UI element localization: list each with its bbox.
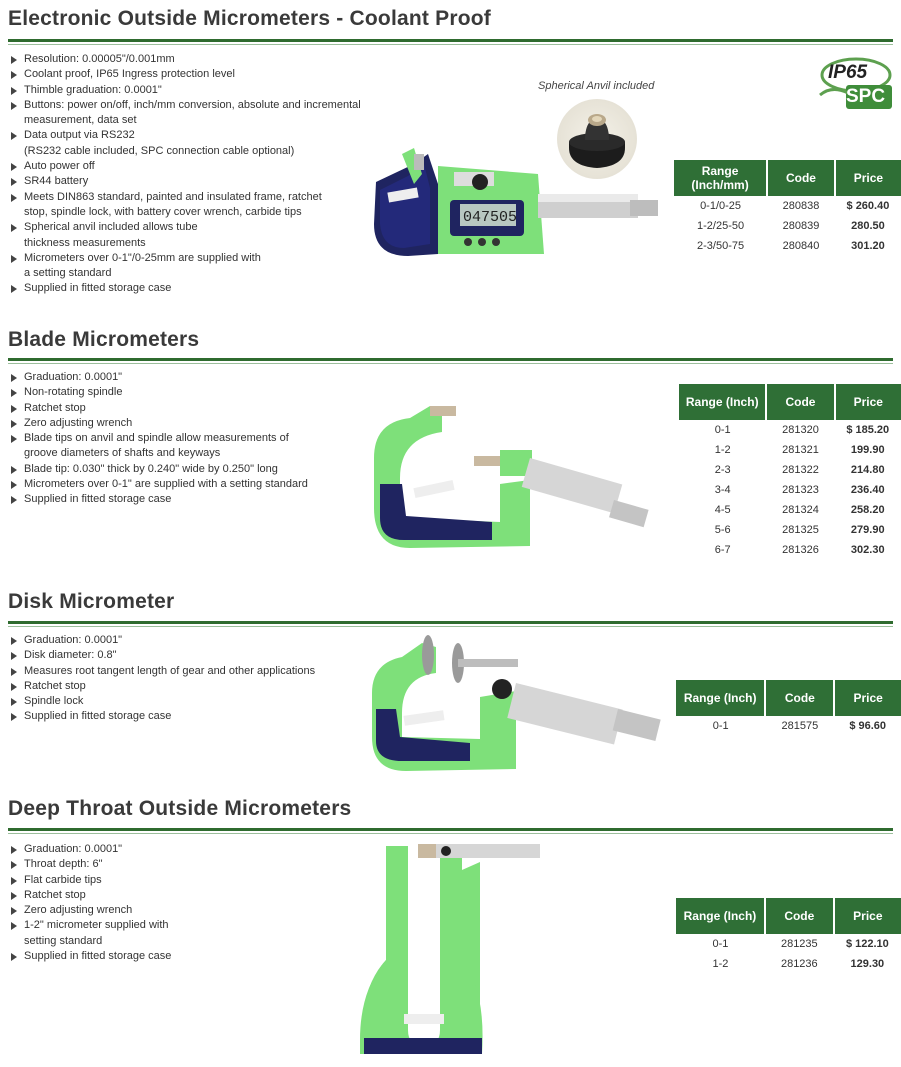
column-header: Range (Inch) (676, 898, 765, 934)
feature-list (8, 842, 171, 964)
price-cell: 301.20 (851, 240, 885, 252)
column-header: Price (834, 898, 901, 934)
feature-item: Zero adjusting wrench (8, 903, 171, 918)
column-header: Code (765, 898, 834, 934)
section-electronic-micrometers (0, 0, 901, 320)
table-row (674, 236, 901, 256)
table-row (676, 716, 901, 736)
feature-item: Measures root tangent length of gear and other applications (8, 664, 315, 679)
feature-item: Graduation: 0.0001" (8, 842, 171, 857)
column-header: Code (765, 680, 834, 716)
feature-item-line: Spherical anvil included allows tube (24, 221, 198, 234)
column-header: Range (Inch/mm) (674, 160, 767, 196)
feature-item: Supplied in fitted storage case (8, 492, 308, 507)
price-cell: 236.40 (850, 484, 885, 496)
feature-list (8, 633, 315, 725)
feature-item: Throat depth: 6" (8, 857, 171, 872)
section-title: Blade Micrometers (8, 328, 200, 351)
range-cell: 6-7 (714, 544, 731, 556)
feature-item (8, 98, 361, 129)
price-cell: 302.30 (850, 544, 885, 556)
section-divider (8, 828, 893, 831)
price-table (674, 160, 901, 256)
feature-item-line: Blade tips on anvil and spindle allow measurements of (24, 432, 289, 445)
code-cell: 281320 (782, 424, 819, 436)
spc-badge-text: SPC (846, 86, 886, 107)
column-header: Range (Inch) (676, 680, 765, 716)
feature-item (8, 918, 171, 949)
feature-item: Graduation: 0.0001" (8, 370, 308, 385)
range-cell: 2-3/50-75 (697, 240, 745, 252)
section-title: Deep Throat Outside Micrometers (8, 797, 352, 820)
code-cell: 280840 (782, 240, 820, 252)
feature-item-line: Data output via RS232 (24, 129, 135, 142)
column-header: Price (835, 160, 901, 196)
section-divider (8, 39, 893, 42)
table-row (676, 954, 901, 974)
table-row (679, 520, 901, 540)
deep-throat-micrometer-image (356, 840, 546, 1060)
feature-item-line: 1-2" micrometer supplied with (24, 919, 169, 932)
range-cell: 1-2 (714, 444, 731, 456)
table-row (679, 540, 901, 560)
range-cell: 0-1 (712, 720, 729, 732)
feature-item: Zero adjusting wrench (8, 416, 308, 431)
section-divider-thin (8, 44, 893, 45)
feature-item-line: Meets DIN863 standard, painted and insulated frame, ratchet (24, 190, 322, 203)
table-header-row (676, 680, 901, 716)
range-cell: 4-5 (714, 504, 731, 516)
price-cell: $ 96.60 (849, 720, 887, 732)
feature-list (8, 52, 361, 297)
feature-item-line: groove diameters of shafts and keyways (24, 447, 221, 460)
range-cell: 0-1 (712, 938, 729, 950)
table-header-row (676, 898, 901, 934)
feature-item-line: a setting standard (24, 267, 112, 280)
price-cell: $ 185.20 (846, 424, 890, 436)
code-cell: 281326 (782, 544, 819, 556)
range-cell: 0-1/0-25 (700, 200, 742, 212)
table-header-row (679, 384, 901, 420)
table-row (674, 196, 901, 216)
column-header: Price (834, 680, 901, 716)
code-cell: 281321 (782, 444, 819, 456)
feature-item (8, 251, 361, 282)
feature-item-line: setting standard (24, 934, 103, 947)
range-cell: 5-6 (714, 524, 731, 536)
feature-item (8, 220, 361, 251)
price-table (676, 898, 901, 974)
column-header: Price (835, 384, 901, 420)
code-cell: 281323 (782, 484, 819, 496)
feature-item-line: Buttons: power on/off, inch/mm conversion, absolute and incremental (24, 98, 361, 111)
table-row (679, 440, 901, 460)
table-header-row (674, 160, 901, 196)
feature-item (8, 431, 308, 462)
section-divider (8, 621, 893, 624)
price-cell: $ 260.40 (846, 200, 890, 212)
price-cell: 199.90 (850, 444, 885, 456)
table-row (676, 934, 901, 954)
feature-item: Supplied in fitted storage case (8, 709, 315, 724)
feature-item (8, 190, 361, 221)
column-header: Code (767, 160, 835, 196)
spherical-anvil-caption: Spherical Anvil included (538, 80, 655, 92)
section-divider-thin (8, 833, 893, 834)
price-cell: $ 122.10 (845, 938, 889, 950)
price-table (679, 384, 901, 560)
code-cell: 281235 (780, 938, 818, 950)
range-cell: 1-2 (712, 958, 729, 970)
feature-item: Blade tip: 0.030" thick by 0.240" wide by 0.250" long (8, 462, 308, 477)
feature-item: Ratchet stop (8, 679, 315, 694)
range-cell: 2-3 (714, 464, 731, 476)
feature-item-line: (RS232 cable included, SPC connection cable optional) (24, 144, 295, 157)
feature-item-line: measurement, data set (24, 114, 137, 127)
price-cell: 258.20 (850, 504, 885, 516)
disk-micrometer-image (366, 633, 672, 775)
code-cell: 280838 (782, 200, 820, 212)
section-disk-micrometer (0, 585, 901, 790)
section-title: Electronic Outside Micrometers - Coolant Proof (8, 7, 491, 30)
range-cell: 0-1 (714, 424, 731, 436)
feature-item: Resolution: 0.00005"/0.001mm (8, 52, 361, 67)
feature-item: Spindle lock (8, 694, 315, 709)
feature-item: Supplied in fitted storage case (8, 949, 171, 964)
code-cell: 281575 (781, 720, 819, 732)
table-row (679, 460, 901, 480)
table-row (679, 420, 901, 440)
feature-item: Graduation: 0.0001" (8, 633, 315, 648)
column-header: Range (Inch) (679, 384, 766, 420)
feature-item (8, 128, 361, 159)
code-cell: 281324 (782, 504, 819, 516)
ip65-badge-text: IP65 (828, 62, 868, 83)
section-divider-thin (8, 363, 893, 364)
feature-item: Supplied in fitted storage case (8, 281, 361, 296)
code-cell: 281236 (780, 958, 818, 970)
feature-item: Disk diameter: 0.8" (8, 648, 315, 663)
section-divider (8, 358, 893, 361)
table-row (679, 480, 901, 500)
feature-item-line: thickness measurements (24, 236, 146, 249)
section-deep-throat-micrometers (0, 790, 901, 1067)
table-row (674, 216, 901, 236)
range-cell: 3-4 (714, 484, 731, 496)
section-blade-micrometers (0, 320, 901, 585)
section-divider-thin (8, 626, 893, 627)
electronic-micrometer-image (368, 144, 660, 262)
feature-item: Micrometers over 0-1" are supplied with a setting standard (8, 477, 308, 492)
feature-item: SR44 battery (8, 174, 361, 189)
price-cell: 129.30 (850, 958, 885, 970)
section-title: Disk Micrometer (8, 590, 175, 613)
lcd-display-reading: 047505 (463, 209, 518, 226)
code-cell: 281322 (782, 464, 819, 476)
column-header: Code (766, 384, 834, 420)
price-cell: 214.80 (850, 464, 885, 476)
code-cell: 280839 (782, 220, 820, 232)
feature-item: Ratchet stop (8, 401, 308, 416)
feature-item: Ratchet stop (8, 888, 171, 903)
price-cell: 279.90 (850, 524, 885, 536)
blade-micrometer-image (370, 398, 660, 558)
range-cell: 1-2/25-50 (697, 220, 745, 232)
price-cell: 280.50 (851, 220, 885, 232)
feature-list (8, 370, 308, 508)
feature-item-line: Micrometers over 0-1"/0-25mm are supplied with (24, 251, 261, 264)
feature-item: Thimble graduation: 0.0001" (8, 83, 361, 98)
code-cell: 281325 (782, 524, 819, 536)
feature-item-line: stop, spindle lock, with battery cover wrench, carbide tips (24, 205, 302, 218)
feature-item: Auto power off (8, 159, 361, 174)
feature-item: Flat carbide tips (8, 873, 171, 888)
table-row (679, 500, 901, 520)
price-table (676, 680, 901, 736)
feature-item: Coolant proof, IP65 Ingress protection level (8, 67, 361, 82)
feature-item: Non-rotating spindle (8, 385, 308, 400)
